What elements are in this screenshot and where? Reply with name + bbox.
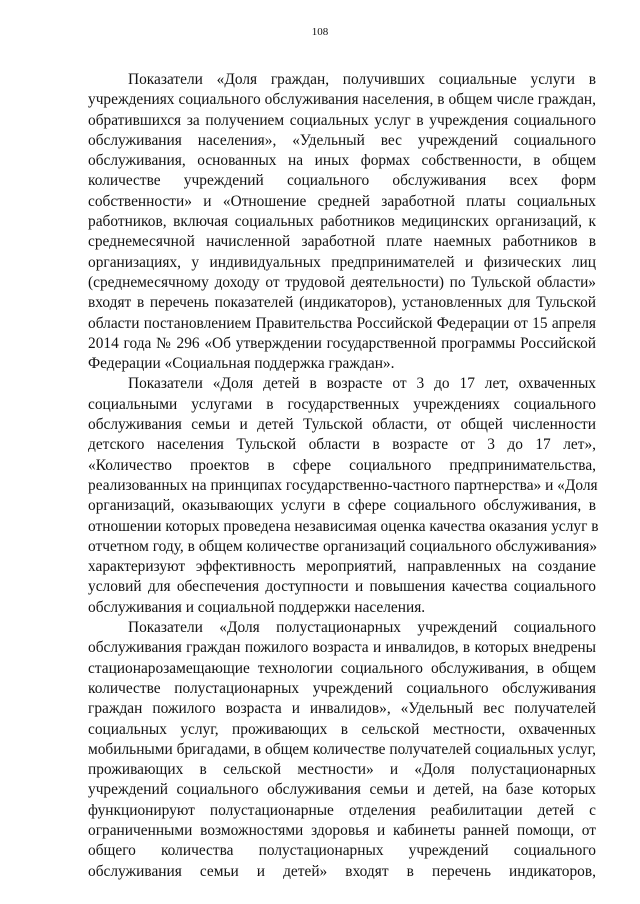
text-line: организаций, оказывающих услуги в сфере социального обслуживания, в [88, 497, 596, 515]
text-line: обслуживания населения», «Удельный вес учреждений социального [88, 131, 596, 149]
text-line: отчетном году, в общем количестве организаций социального обслуживания» [88, 537, 598, 555]
text-line: области постановлением Правительства Российской Федерации от 15 апреля [88, 314, 596, 332]
text-line: «Количество проектов в сфере социального предпринимательства, [88, 456, 596, 474]
text-line: социальными услугами в государственных учреждениях социального [88, 395, 596, 413]
body-text [88, 70, 599, 882]
text-line: входят в перечень показателей (индикаторов), установленных для Тульской [88, 294, 596, 312]
text-line: обслуживания и социальной поддержки населения. [88, 598, 426, 616]
text-line: реализованных на принципах государственно-частного партнерства» и «Доля [88, 476, 598, 494]
text-line: обслуживания семьи и детей» входят в перечень индикаторов, [88, 862, 596, 880]
text-line: обслуживания семьи и детей Тульской области, от общей численности [88, 416, 596, 434]
text-line: учреждений социального обслуживания семьи и детей, на базе которых [88, 781, 596, 799]
text-line: (среднемесячному доходу от трудовой деятельности) по Тульской области» [88, 273, 596, 291]
text-line: граждан пожилого возраста и инвалидов», «Удельный вес получателей [88, 700, 596, 718]
page-number: 108 [311, 26, 329, 38]
text-line: детского населения Тульской области в возрасте от 3 до 17 лет», [88, 436, 596, 454]
text-line: обслуживания, основанных на иных формах собственности, в общем [88, 152, 596, 170]
text-line: мобильными бригадами, в общем количестве получателей социальных услуг, [88, 740, 596, 758]
text-line: Показатели «Доля детей в возрасте от 3 до 17 лет, охваченных [128, 375, 596, 393]
text-line: ограниченными возможностями здоровья и кабинеты ранней помощи, от [88, 821, 596, 839]
text-line: среднемесячной начисленной заработной плате наемных работников в [88, 233, 596, 251]
text-line: 2014 года № 296 «Об утверждении государственной программы Российской [88, 334, 596, 352]
text-line: функционируют полустационарные отделения реабилитации детей с [88, 801, 596, 819]
text-line: Показатели «Доля полустационарных учреждений социального [128, 619, 596, 637]
text-line: общего количества полустационарных учреждений социального [88, 842, 596, 860]
text-line: проживающих в сельской местности» и «Доля полустационарных [88, 761, 596, 779]
text-line: работников, включая социальных работников медицинских организаций, к [88, 213, 596, 231]
text-line: обратившихся за получением социальных услуг в учреждения социального [88, 111, 596, 129]
text-line: характеризуют эффективность мероприятий, направленных на создание [88, 558, 596, 576]
text-line: организациях, у индивидуальных предпринимателей и физических лиц [88, 253, 596, 271]
text-line: учреждениях социального обслуживания населения, в общем числе граждан, [88, 91, 596, 109]
text-line: Федерации «Социальная поддержка граждан». [88, 355, 395, 373]
text-line: стационарозамещающие технологии социального обслуживания, в общем [88, 659, 596, 677]
text-line: Показатели «Доля граждан, получивших социальные услуги в [128, 71, 596, 88]
text-line: количестве учреждений социального обслуживания всех форм [88, 172, 596, 190]
text-line: количестве полустационарных учреждений социального обслуживания [88, 679, 596, 697]
text-line: отношении которых проведена независимая оценка качества оказания услуг в [88, 517, 599, 535]
text-line: собственности» и «Отношение средней заработной платы социальных [88, 192, 596, 210]
text-line: обслуживания граждан пожилого возраста и инвалидов, в которых внедрены [88, 639, 596, 657]
text-line: условий для обеспечения доступности и повышения качества социального [88, 578, 596, 596]
text-line: социальных услуг, проживающих в сельской местности, охваченных [88, 720, 596, 738]
